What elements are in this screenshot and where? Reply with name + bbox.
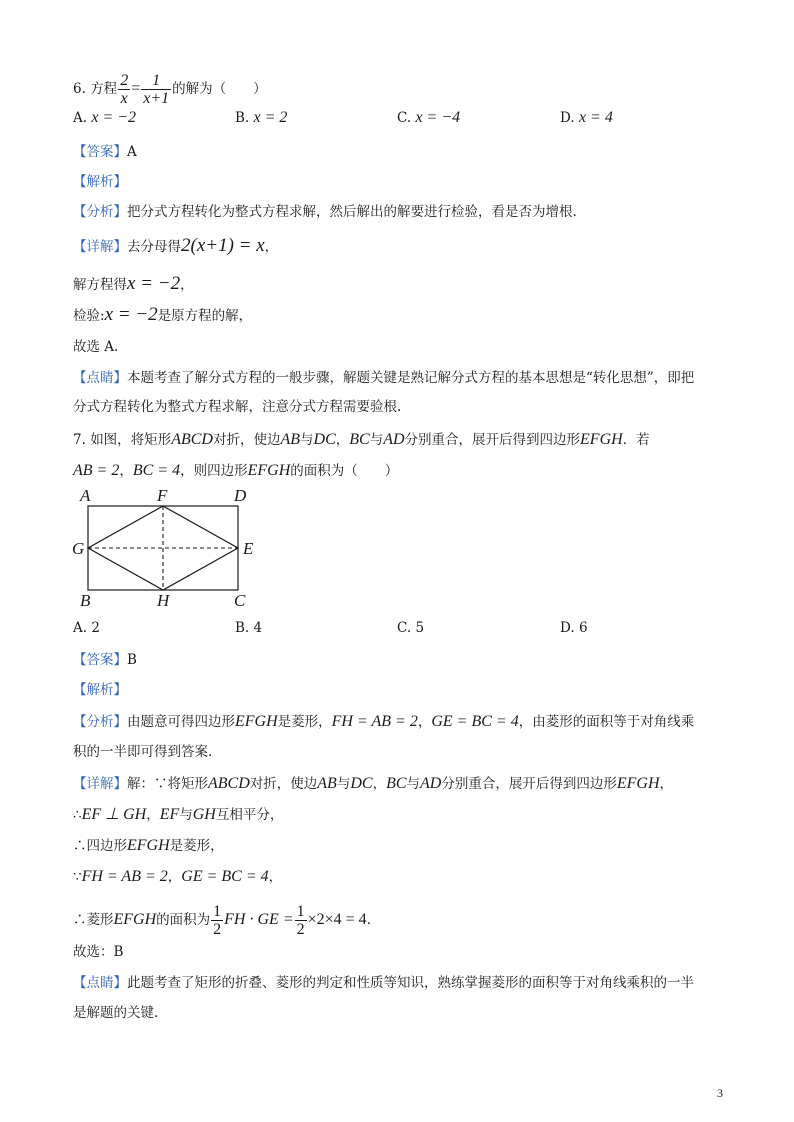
q7-stem1-m5: AD: [383, 431, 405, 448]
q7-stem2-m2: BC = 4: [132, 462, 181, 479]
q7-xj4-a: ∵: [73, 869, 82, 885]
q7-xj5-m2: FH · GE =: [224, 911, 294, 928]
q7-xj2-m3: GH: [192, 806, 216, 823]
q7-xj1-m6: EFGH: [616, 775, 660, 792]
q7-choose-line: 故选：B: [73, 944, 124, 960]
q7-dianjing-2: 是解题的关键.: [73, 1005, 159, 1021]
q7-figure: [66, 484, 276, 614]
q7-stem1-f: 分别重合，展开后得到四边形: [404, 432, 581, 448]
q6-stem-pre: 方程: [90, 81, 118, 97]
q6-analysis-tag: 【解析】: [73, 174, 127, 190]
q6-check-math: x = −2: [104, 304, 158, 325]
q7-xj5-fraction-1: [211, 903, 223, 938]
q6-dianjing-text-1: 本题考查了解分式方程的一般步骤，解题关键是熟记解分式方程的基本思想是“转化思想”，即把: [127, 370, 695, 386]
q6-number: 6.: [73, 81, 86, 97]
q7-stem-1: [73, 430, 650, 450]
q7-xj2-d: 互相平分，: [215, 807, 284, 823]
q7-fenxi-m2: FH = AB = 2: [331, 713, 418, 730]
label-f: F: [157, 486, 168, 505]
q6-fenxi-text: 把分式方程转化为整式方程求解，然后解出的解要进行检验，看是否为增根.: [127, 204, 577, 220]
q7-stem2-c: 的面积为（ ）: [290, 463, 399, 479]
q7-dianjing-tag: 【点睛】: [73, 975, 127, 991]
q7-xj1-c: 与: [336, 776, 351, 792]
q7-xiangjie-3: [73, 836, 224, 856]
q7-xj2-m1: EF ⊥ GH: [81, 806, 147, 823]
q7-stem1-b: 对折，使边: [212, 432, 281, 448]
q7-answer-value: B: [127, 652, 137, 668]
q6-dianjing-tag: 【点睛】: [73, 370, 127, 386]
q7-stem1-d: ，: [335, 432, 350, 448]
q7-xj2-b: ，: [146, 807, 160, 823]
q7-xj4-m2: GE = BC = 4: [181, 868, 269, 885]
q6-check-line: [73, 305, 252, 326]
q6-fenxi: [73, 202, 577, 222]
q7-xiangjie-5: [73, 900, 371, 940]
q7-fenxi-c: ，: [417, 714, 432, 730]
q7-option-d-text: 6: [578, 620, 588, 636]
label-h: H: [157, 591, 170, 610]
q7-xj1-m1: ABCD: [208, 775, 250, 792]
q7-stem2-a: ，: [119, 463, 133, 479]
q6-answer: [73, 142, 137, 162]
q7-number: 7.: [73, 432, 86, 448]
q7-xj1-f: 分别重合，展开后得到四边形: [441, 776, 617, 792]
q6-xiangjie-tag: 【详解】: [73, 239, 127, 255]
q7-option-c: [397, 618, 424, 638]
q7-xj5-b: 的面积为: [156, 912, 211, 928]
q6-analysis-heading: [73, 172, 127, 192]
q6-xiangjie-math: 2(x+1) = x: [181, 235, 265, 256]
label-g: G: [72, 539, 85, 558]
q6-fenxi-tag: 【分析】: [73, 204, 127, 220]
q7-xj1-m5: AD: [420, 775, 442, 792]
q6-xiangjie-pre: 去分母得: [127, 239, 181, 255]
q7-dianjing-1: [73, 973, 694, 993]
q6-dianjing-1: [73, 368, 694, 388]
q7-stem-2: [73, 461, 398, 481]
q6-fraction-right: [141, 72, 171, 107]
q7-stem1-m3: DC: [313, 431, 336, 448]
q6-check-post: 是原方程的解，: [157, 308, 253, 324]
q7-option-b-label: B.: [235, 620, 250, 636]
q7-dianjing-text-1: 此题考查了矩形的折叠、菱形的判定和性质等知识，熟练掌握菱形的面积等于对角线乘积的一半: [127, 975, 694, 991]
q7-xj1-e: 与: [406, 776, 421, 792]
q7-option-b-text: 4: [253, 620, 263, 636]
q7-xj5-a: ∴菱形: [73, 912, 114, 928]
q7-option-a-label: A.: [73, 620, 88, 636]
q6-stem-post: 的解为（ ）: [172, 81, 267, 97]
q7-option-c-label: C.: [397, 620, 412, 636]
q7-xj5-f2-num: 1: [296, 903, 305, 920]
q7-answer: [73, 650, 137, 670]
q7-fenxi-1: [73, 712, 694, 732]
q7-xj4-b: ，: [167, 869, 182, 885]
q7-analysis-tag: 【解析】: [73, 682, 127, 698]
q7-xj4-m1: FH = AB = 2: [81, 868, 168, 885]
q6-option-c-label: C.: [397, 110, 412, 126]
q7-option-d-label: D.: [560, 620, 575, 636]
q7-stem1-m4: BC: [349, 431, 370, 448]
q6-solve-post: ，: [180, 277, 194, 293]
q7-xj1-b: 对折，使边: [249, 776, 318, 792]
q6-xiangjie-post: ，: [264, 239, 279, 255]
q7-xj3-b: 是菱形，: [169, 838, 224, 854]
q7-analysis-heading: [73, 680, 127, 700]
q7-option-b: [235, 618, 262, 638]
q6-answer-value: A: [127, 144, 137, 160]
q7-xj1-g: ，: [659, 776, 673, 792]
q7-xj5-m1: EFGH: [113, 911, 157, 928]
q7-stem1-c: 与: [300, 432, 314, 448]
q6-solve-line: [73, 274, 194, 295]
q6-option-a-label: A.: [73, 110, 88, 126]
label-d: D: [234, 486, 247, 505]
q7-stem2-m3: EFGH: [247, 462, 291, 479]
q7-xj5-m3: ×2×4 = 4: [307, 911, 367, 928]
q6-answer-tag: 【答案】: [73, 144, 127, 160]
q7-xj5-f2-den: 2: [296, 921, 305, 938]
q7-option-c-text: 5: [415, 620, 425, 636]
q7-fenxi-m3: GE = BC = 4: [431, 713, 519, 730]
q7-xiangjie-4: [73, 867, 282, 887]
q7-stem1-e: 与: [369, 432, 384, 448]
q7-option-a-text: 2: [91, 620, 100, 636]
q7-xj2-m2: EF: [159, 806, 180, 823]
q6-option-a-text: x = −2: [91, 109, 137, 126]
q7-stem2-m1: AB = 2: [73, 462, 120, 479]
q6-frac2-den: x+1: [143, 90, 170, 107]
q6-option-b-label: B.: [235, 110, 250, 126]
q6-option-c: [397, 108, 460, 128]
q7-xj2-c: 与: [179, 807, 193, 823]
q7-stem1-a: 如图，将矩形: [90, 432, 172, 448]
q7-fenxi-a: 由题意可得四边形: [127, 714, 235, 730]
q7-stem1-m1: ABCD: [171, 431, 213, 448]
q7-xiangjie-1: [73, 774, 673, 794]
q6-option-b: [235, 108, 287, 128]
q7-fenxi-m1: EFGH: [235, 713, 278, 730]
q7-xj4-c: ，: [268, 869, 283, 885]
q6-solve-pre: 解方程得: [73, 277, 127, 293]
q7-xj3-m1: EFGH: [127, 837, 170, 854]
q7-xj1-m2: AB: [317, 775, 337, 792]
q7-xj5-c: .: [366, 912, 371, 928]
q6-check-pre: 检验:: [73, 308, 105, 324]
q7-xj2-a: ∴: [73, 807, 82, 823]
q6-option-d: [560, 108, 613, 128]
q7-xj5-f1-num: 1: [213, 903, 222, 920]
page-number: 3: [717, 1086, 723, 1100]
q7-option-d: [560, 618, 588, 638]
q7-xj1-d: ，: [372, 776, 387, 792]
q6-option-d-text: x = 4: [578, 109, 613, 126]
q6-xiangjie: [73, 236, 278, 257]
q7-fenxi-tag: 【分析】: [73, 714, 127, 730]
q7-fenxi-b: 是菱形，: [277, 714, 332, 730]
q7-option-a: [73, 618, 100, 638]
q7-fenxi-d: ，由菱形的面积等于对角线乘: [518, 714, 695, 730]
q7-answer-tag: 【答案】: [73, 652, 127, 668]
q7-xiangjie-tag: 【详解】: [73, 776, 127, 792]
q6-option-b-text: x = 2: [253, 109, 288, 126]
q7-stem1-m6: EFGH: [580, 431, 623, 448]
q6-frac1-num: 2: [120, 72, 129, 89]
q6-option-c-text: x = −4: [415, 109, 461, 126]
q7-xj1-m4: BC: [386, 775, 407, 792]
q7-stem2-b: ，则四边形: [180, 463, 248, 479]
q7-xiangjie-2: [73, 805, 283, 825]
q7-xj5-fraction-2: [295, 903, 307, 938]
q6-fraction-left: [118, 72, 130, 107]
q7-xj5-f1-den: 2: [213, 921, 222, 938]
q7-xj1-m3: DC: [350, 775, 373, 792]
q7-xj3-a: ∴四边形: [73, 838, 127, 854]
q7-xj1-a: 解：∵将矩形: [127, 776, 208, 792]
q6-stem: [73, 72, 267, 107]
label-b: B: [80, 591, 91, 610]
q7-fenxi-2: 积的一半即可得到答案.: [73, 744, 213, 760]
label-c: C: [234, 591, 246, 610]
label-a: A: [80, 486, 91, 505]
q6-equals: =: [131, 80, 141, 97]
q6-solve-math: x = −2: [127, 273, 181, 294]
q6-option-d-label: D.: [560, 110, 575, 126]
q6-option-a: [73, 108, 136, 128]
label-e: E: [243, 539, 254, 558]
q6-frac1-den: x: [120, 90, 128, 107]
q7-stem1-g: ．若: [622, 432, 650, 448]
q6-frac2-num: 1: [141, 72, 171, 90]
q7-stem1-m2: AB: [280, 431, 301, 448]
q6-choose-line: 故选 A.: [73, 339, 119, 355]
q6-dianjing-2: 分式方程转化为整式方程求解，注意分式方程需要验根.: [73, 399, 402, 415]
